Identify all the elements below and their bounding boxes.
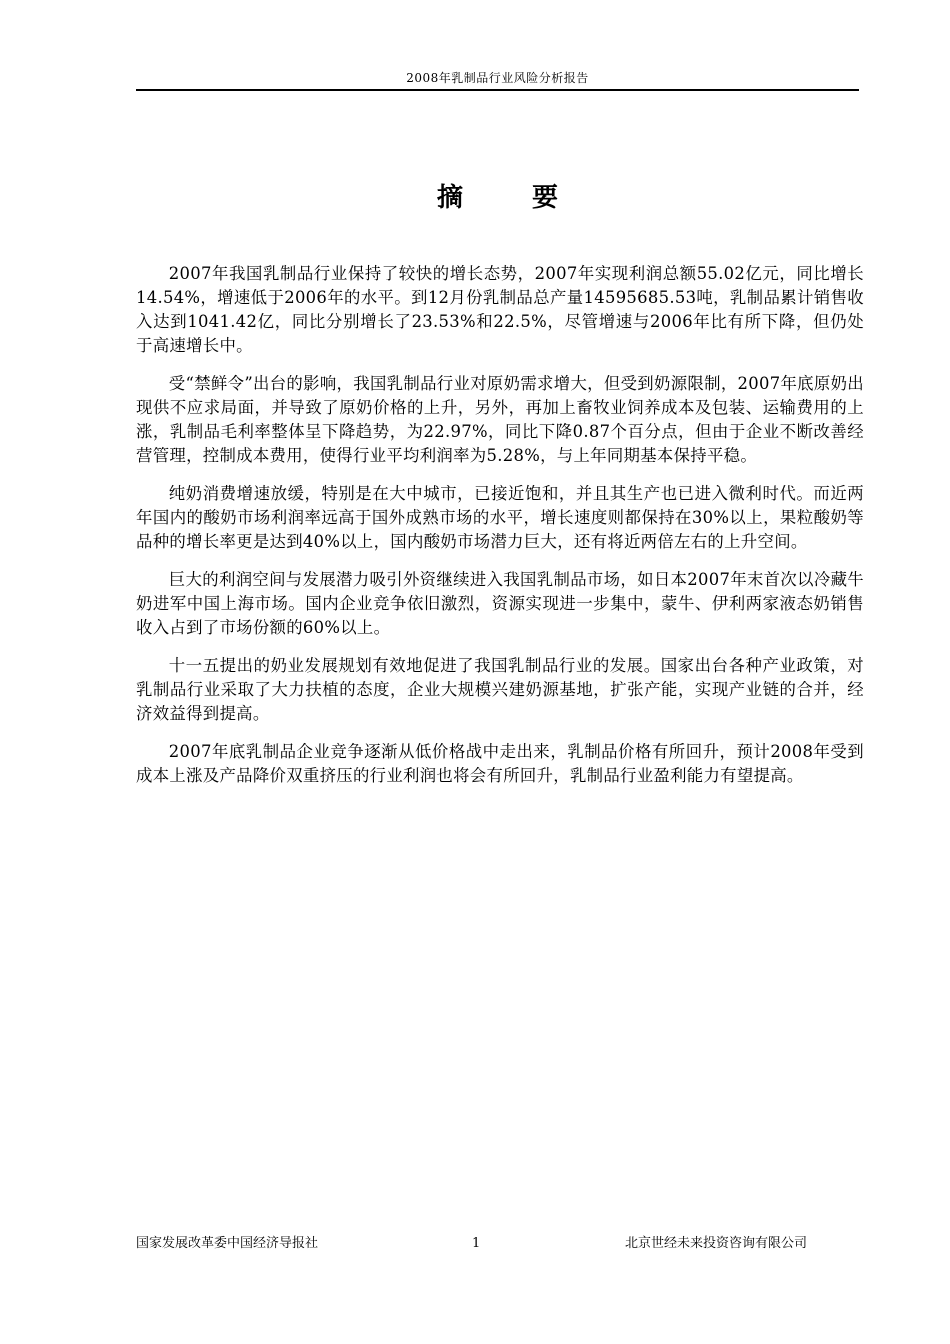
abstract-body	[136, 262, 864, 802]
running-header-title: 2008年乳制品行业风险分析报告	[406, 71, 589, 85]
running-header	[136, 69, 859, 91]
page-number: 1	[472, 1236, 481, 1251]
paragraph: 十一五提出的奶业发展规划有效地促进了我国乳制品行业的发展。国家出台各种产业政策，对乳制品行业采取了大力扶植的态度，企业大规模兴建奶源基地，扩张产能，实现产业链的合并，经济效益得到提高。	[136, 656, 864, 723]
footer-publisher: 国家发展改革委中国经济导报社	[136, 1236, 319, 1251]
paragraph: 受“禁鲜令”出台的影响，我国乳制品行业对原奶需求增大，但受到奶源限制，2007年底原奶出现供不应求局面，并导致了原奶价格的上升，另外，再加上畜牧业饲养成本及包装、运输费用的上涨，乳制品毛利率整体呈下降趋势，为22.97%，同比下降0.87个百分点，但由于企业不断改善经营管理，控制成本费用，使得行业平均利润率为5.28%，与上年同期基本保持平稳。	[136, 374, 864, 465]
paragraph: 纯奶消费增速放缓，特别是在大中城市，已接近饱和，并且其生产也已进入微利时代。而近两年国内的酸奶市场利润率远高于国外成熟市场的水平，增长速度则都保持在30%以上，果粒酸奶等品种的增长率更是达到40%以上，国内酸奶市场潜力巨大，还有将近两倍左右的上升空间。	[136, 484, 864, 551]
paragraph: 2007年底乳制品企业竞争逐渐从低价格战中走出来，乳制品价格有所回升，预计2008年受到成本上涨及产品降价双重挤压的行业利润也将会有所回升，乳制品行业盈利能力有望提高。	[136, 742, 864, 785]
footer-company: 北京世经未来投资咨询有限公司	[625, 1236, 808, 1251]
paragraph: 巨大的利润空间与发展潜力吸引外资继续进入我国乳制品市场，如日本2007年末首次以冷藏牛奶进军中国上海市场。国内企业竞争依旧激烈，资源实现进一步集中，蒙牛、伊利两家液态奶销售收入占到了市场份额的60%以上。	[136, 570, 864, 637]
page-title: 摘 要	[436, 183, 589, 213]
paragraph: 2007年我国乳制品行业保持了较快的增长态势，2007年实现利润总额55.02亿元，同比增长14.54%，增速低于2006年的水平。到12月份乳制品总产量14595685.53吨，乳制品累计销售收入达到1041.42亿，同比分别增长了23.53%和22.5%，尽管增速与2006年比有所下降，但仍处于高速增长中。	[136, 264, 864, 355]
